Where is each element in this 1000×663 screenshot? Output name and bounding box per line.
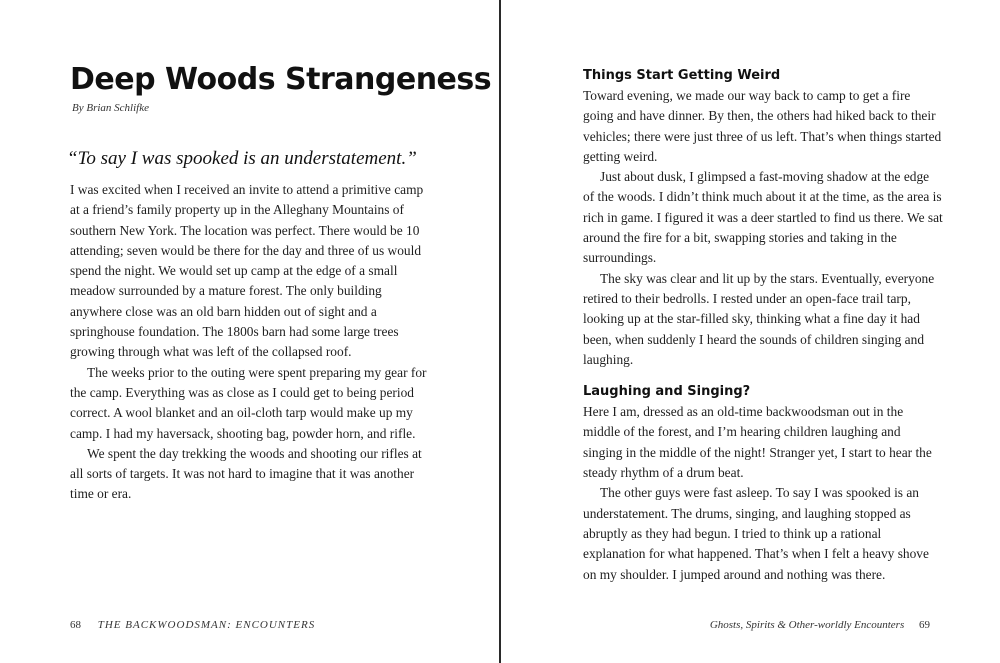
body-paragraph: We spent the day trekking the woods and shooting our rifles at all sorts of targets. It was not hard to imagine that it was another time or era. [70,445,422,502]
page-number: 68 [70,619,81,631]
article-title: Deep Woods Strangeness [70,62,492,97]
right-page [501,0,1000,663]
body-paragraph: The other guys were fast asleep. To say I was spooked is an understatement. The drums, singing, and laughing stopped as abruptly as they had begun. I tried to think up a rational explanation for what happened. That’s when I felt a heavy shove on my shoulder. I jumped around and nothing was there. [583,485,929,582]
left-footer [70,619,315,631]
running-head: Ghosts, Spirits & Other-worldly Encounters [709,619,905,631]
byline: By Brian Schlifke [72,102,149,114]
body-paragraph: Toward evening, we made our way back to camp to get a fire going and have dinner. By then, the others had hiked back to their vehicles; there were just three of us left. That’s when things started getting weird. [583,88,942,164]
body-paragraph: The weeks prior to the outing were spent preparing my gear for the camp. Everything was as close as I could get to being period correct. A wool blanket and an oil-cloth tarp would make up my camp. I had my haversack, shooting bag, powder horn, and rifle. [70,364,427,441]
body-paragraph: The sky was clear and lit up by the stars. Eventually, everyone retired to their bedrolls. I rested under an open-face trail tarp, looking up at the star-filled sky, thinking what a fine day it had been, when suddenly I heard the sounds of children singing and laughing. [583,270,935,367]
body-paragraph: Here I am, dressed as an old-time backwoodsman out in the middle of the forest, and I’m hearing children laughing and singing in the middle of the night! Stranger yet, I start to hear the steady rhythm of a drum beat. [583,404,932,481]
left-body-column [70,180,430,505]
pull-quote: “To say I was spooked is an understatement.” [67,148,417,169]
left-page [0,0,499,663]
body-paragraph: I was excited when I received an invite to attend a primitive camp at a friend’s family property up in the Alleghany Mountains of southern New York. The location was perfect. There would be 10 attending; seven would be there for the day and three of us would spend the night. We would set up camp at the edge of a small meadow surrounded by a mature forest. The only building anywhere close was an old barn hidden out of sight and a springhouse foundation. The 1800s barn had some large trees growing through what was left of the collapsed roof. [70,182,424,360]
right-body-column [583,66,943,585]
body-paragraph: Just about dusk, I glimpsed a fast-moving shadow at the edge of the woods. I didn’t think much about it at the time, as the area is rich in game. I figured it was a deer startled to find us there. We sat around the fire for a bit, swapping stories and taking in the surroundings. [583,169,943,266]
section-heading: Things Start Getting Weird [583,68,781,83]
running-head: THE BACKWOODSMAN: ENCOUNTERS [97,619,316,631]
section-heading: Laughing and Singing? [583,384,751,400]
right-footer [710,619,930,631]
page-number: 69 [919,619,930,631]
